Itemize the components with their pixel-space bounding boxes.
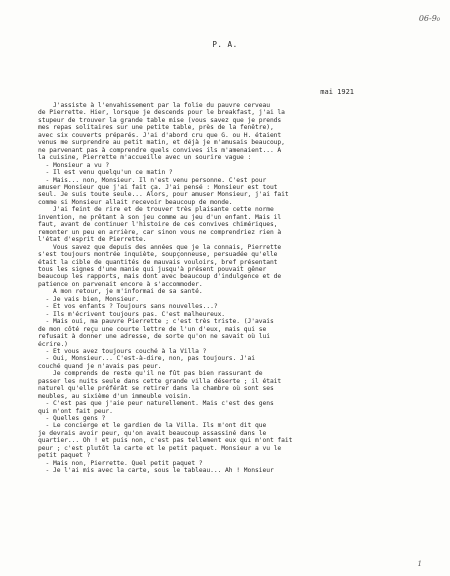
text-line: écrire.) bbox=[38, 340, 68, 348]
text-line: - Il est venu quelqu'un ce matin ? bbox=[38, 169, 173, 177]
text-line: - Quelles gens ? bbox=[38, 415, 106, 423]
archive-reference-mark: 06-9₀ bbox=[418, 14, 440, 23]
text-line: stupeur de trouver la grande table mise (vous savez que je prends bbox=[38, 116, 282, 124]
text-line: Vous savez que depuis des années que je la connais, Pierrette bbox=[38, 243, 282, 251]
text-line: meubles, au sixième d'un immeuble voisin. bbox=[38, 392, 192, 400]
text-line: avec six couverts préparés. J'ai d'abord cru que G. ou H. étaient bbox=[38, 131, 282, 139]
text-line: de Pierrette. Hier, lorsque je descends pour le breakfast, j'ai la bbox=[38, 109, 285, 117]
text-line: je devrais avoir peur, qu'on avait beaucoup assassiné dans le bbox=[38, 429, 267, 437]
text-line: - Monsieur a vu ? bbox=[38, 161, 110, 169]
text-line: tous les signes d'une manie qui jusqu'à présent pouvait gêner bbox=[38, 265, 267, 273]
text-line: peur ; c'est plutôt la carte et le petit paquet. Monsieur a vu le bbox=[38, 444, 282, 452]
text-line: qui m'ont fait peur. bbox=[38, 407, 113, 415]
page-number: 1 bbox=[417, 560, 422, 568]
text-line: seul. Je suis toute seule... Alors, pour amuser Monsieur, j'ai fait bbox=[38, 191, 289, 199]
text-line: invention, ne prêtant à son jeu comme au jeu d'un enfant. Mais il bbox=[38, 213, 282, 221]
text-line: refusait à donner une adresse, de sorte qu'on ne savait où lui bbox=[38, 333, 270, 341]
text-line: naturel qu'elle préférât se retirer dans la chambre où sont ses bbox=[38, 385, 274, 393]
text-line: l'état d'esprit de Pierrette. bbox=[38, 236, 147, 244]
text-line: remonter un peu en arrière, car sinon vous ne comprendriez rien à bbox=[38, 228, 282, 236]
text-line: beaucoup les rapports, mais dont avec beaucoup d'indulgence et de bbox=[38, 273, 282, 281]
text-line: faut, avant de continuer l'histoire de ces convives chimériques, bbox=[38, 221, 278, 229]
text-line: - Je l'ai mis avec la carte, sous le tableau... Ah ! Monsieur bbox=[38, 467, 274, 475]
page-header-initials: P. A. bbox=[212, 40, 238, 49]
text-line: comme si Monsieur allait recevoir beaucoup de monde. bbox=[38, 198, 233, 206]
text-line: - Oui, Monsieur... C'est-à-dire, non, pas toujours. J'ai bbox=[38, 355, 255, 363]
text-line: était la cible de quantités de mauvais vouloirs, bref présentant bbox=[38, 258, 278, 266]
letter-body bbox=[38, 102, 430, 475]
text-line: mes repas solitaires sur une petite table, près de la fenêtre), bbox=[38, 124, 274, 132]
text-line: - Mais oui, ma pauvre Pierrette ; c'est très triste. (J'avais bbox=[38, 318, 274, 326]
text-line: - Et vous avez toujours couché à la Villa ? bbox=[38, 347, 207, 355]
text-line: - Mais non, Pierrette. Quel petit paquet ? bbox=[38, 459, 203, 467]
text-line: - Ils m'écrivent toujours pas. C'est malheureux. bbox=[38, 310, 226, 318]
text-line: ne parvenant pas à comprendre quels convives ils m'amenaient... A bbox=[38, 146, 282, 154]
text-line: - Je vais bien, Monsieur. bbox=[38, 295, 140, 303]
text-line: - Le concierge et le gardien de la Villa. Ils m'ont dit que bbox=[38, 422, 267, 430]
text-line: - Et vos enfants ? Toujours sans nouvelles...? bbox=[38, 303, 218, 311]
text-line: J'assiste à l'envahissement par la folie du pauvre cerveau bbox=[38, 102, 270, 109]
text-line: passer les nuits seule dans cette grande villa déserte ; il était bbox=[38, 377, 282, 385]
text-line: - C'est pas que j'aie peur naturellement. Mais c'est des gens bbox=[38, 400, 274, 408]
text-line: petit paquet ? bbox=[38, 452, 91, 460]
text-line: de mon côté reçu une courte lettre de l'un d'eux, mais qui se bbox=[38, 325, 267, 333]
text-line: patience on parvenait encore à s'accommoder. bbox=[38, 280, 203, 288]
text-line: quartier... Oh ! et puis non, c'est pas tellement eux qui m'ont fait bbox=[38, 437, 293, 445]
text-line: couché quand je n'avais pas peur. bbox=[38, 362, 162, 370]
text-line: - Mais... non, Monsieur. Il n'est venu personne. C'est pour bbox=[38, 176, 267, 184]
text-line: J'ai feint de rire et de trouver très plaisante cette norme bbox=[38, 206, 274, 214]
text-line: venus me surprendre au petit matin, et déjà je m'amusais beaucoup, bbox=[38, 139, 285, 147]
text-line: Je comprends de reste qu'il ne fût pas bien rassurant de bbox=[38, 370, 263, 378]
letter-date: mai 1921 bbox=[320, 88, 354, 96]
text-line: la cuisine, Pierrette m'accueille avec un sourire vague : bbox=[38, 154, 252, 162]
text-line: amuser Monsieur que j'ai fait ça. J'ai pensé : Monsieur est tout bbox=[38, 183, 278, 191]
text-line: s'est toujours montrée inquiète, soupçonneuse, persuadée qu'elle bbox=[38, 251, 278, 259]
text-line: A mon retour, je m'informai de sa santé. bbox=[38, 288, 203, 296]
